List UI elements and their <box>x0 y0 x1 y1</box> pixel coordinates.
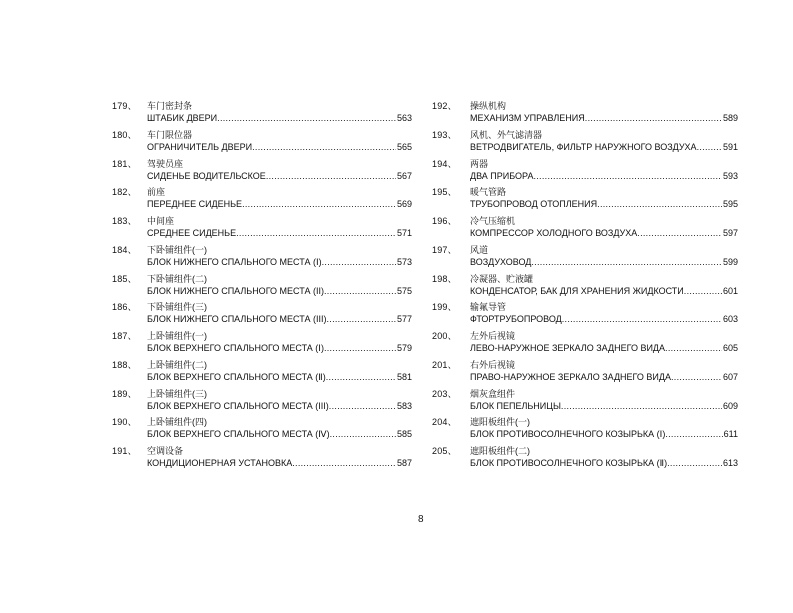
entry-russian-title: БЛОК ПРОТИВОСОЛНЕЧНОГО КОЗЫРЬКА (Ⅰ) <box>470 429 666 440</box>
entry-russian-title: ШТАБИК ДВЕРИ <box>147 113 218 123</box>
entry-chinese-title: 前座 <box>147 187 166 198</box>
toc-column-left <box>112 100 412 474</box>
entry-number: 186、 <box>112 302 137 313</box>
entry-russian-title: ДВА ПРИБОРА <box>470 170 534 181</box>
entry-russian-title: КОМПРЕССОР ХОЛОДНОГО ВОЗДУХА <box>470 228 638 238</box>
leader-dots <box>697 141 722 154</box>
toc-entry[interactable] <box>112 301 412 330</box>
entry-page: 599 <box>722 256 738 267</box>
entry-russian-title: ОГРАНИЧИТЕЛЬ ДВЕРИ <box>147 141 253 152</box>
entry-number: 189、 <box>112 388 137 399</box>
entry-number: 180、 <box>112 129 137 140</box>
toc-entry[interactable] <box>432 129 738 158</box>
entry-number: 197、 <box>432 244 457 255</box>
entry-page: 603 <box>722 314 738 325</box>
toc-entry[interactable] <box>112 330 412 359</box>
entry-page: 573 <box>396 256 412 267</box>
toc-entry[interactable] <box>432 388 738 417</box>
leader-dots <box>665 428 722 441</box>
entry-chinese-title: 冷气压缩机 <box>470 216 516 226</box>
toc-entry[interactable] <box>112 129 412 158</box>
toc-entry[interactable] <box>432 215 738 244</box>
entry-chinese-title: 风机、外气滤清器 <box>470 129 543 140</box>
entry-page: 587 <box>396 458 412 468</box>
entry-chinese-title: 右外后视镜 <box>470 359 516 370</box>
leader-dots <box>322 256 396 269</box>
leader-dots <box>561 400 722 413</box>
entry-russian-title: БЛОК ВЕРХНЕГО СПАЛЬНОГО МЕСТА (III) <box>147 400 329 411</box>
toc-entry[interactable] <box>432 273 738 302</box>
entry-chinese-title: 左外后视镜 <box>470 331 516 341</box>
entry-russian-title: МЕХАНИЗМ УПРАВЛЕНИЯ <box>470 113 585 123</box>
entry-page: 571 <box>396 228 412 238</box>
entry-chinese-title: 风道 <box>470 244 489 255</box>
toc-entry[interactable] <box>432 416 738 445</box>
toc-entry[interactable] <box>112 388 412 417</box>
leader-dots <box>585 112 722 125</box>
entry-page: 563 <box>396 113 412 123</box>
entry-russian-title: ФТОРТРУБОПРОВОД <box>470 314 562 325</box>
leader-dots <box>562 313 722 326</box>
toc-entry[interactable] <box>432 359 738 388</box>
entry-russian-title: БЛОК ВЕРХНЕГО СПАЛЬНОГО МЕСТА (Ⅱ) <box>147 371 326 382</box>
toc-entry[interactable] <box>432 445 738 474</box>
entry-number: 184、 <box>112 244 137 255</box>
entry-chinese-title: 车门密封条 <box>147 101 193 111</box>
entry-number: 182、 <box>112 187 137 198</box>
entry-number: 205、 <box>432 446 457 456</box>
toc-entry[interactable] <box>112 158 412 187</box>
entry-chinese-title: 烟灰盒组件 <box>470 388 516 399</box>
entry-page: 593 <box>722 170 738 181</box>
leader-dots <box>671 371 722 384</box>
entry-number: 185、 <box>112 273 137 284</box>
entry-russian-title: ВОЗДУХОВОД <box>470 256 532 267</box>
entry-page: 607 <box>722 371 738 382</box>
entry-page: 581 <box>396 371 412 382</box>
entry-russian-title: ВЕТРОДВИГАТЕЛЬ, ФИЛЬТР НАРУЖНОГО ВОЗДУХА <box>470 141 697 152</box>
entry-page: 613 <box>722 458 738 468</box>
entry-number: 194、 <box>432 158 457 169</box>
entry-number: 192、 <box>432 101 457 111</box>
entry-page: 575 <box>396 285 412 296</box>
leader-dots <box>292 457 396 470</box>
leader-dots <box>329 400 396 413</box>
leader-dots <box>326 313 396 326</box>
leader-dots <box>326 371 396 384</box>
leader-dots <box>324 342 396 355</box>
entry-page: 579 <box>396 343 412 353</box>
leader-dots <box>684 285 722 298</box>
entry-chinese-title: 下卧铺组件(二) <box>147 273 207 284</box>
toc-entry[interactable] <box>112 215 412 244</box>
entry-number: 183、 <box>112 216 137 226</box>
toc-entry[interactable] <box>432 158 738 187</box>
entry-chinese-title: 中间座 <box>147 216 175 226</box>
entry-number: 188、 <box>112 359 137 370</box>
leader-dots <box>242 198 396 211</box>
entry-number: 201、 <box>432 359 457 370</box>
toc-entry[interactable] <box>432 330 738 359</box>
entry-number: 190、 <box>112 417 137 428</box>
entry-russian-title: ТРУБОПРОВОД ОТОПЛЕНИЯ <box>470 199 598 210</box>
entry-russian-title: БЛОК ВЕРХНЕГО СПАЛЬНОГО МЕСТА (Ⅰ) <box>147 343 324 353</box>
entry-chinese-title: 冷凝器、贮液罐 <box>470 273 534 284</box>
entry-page: 569 <box>396 199 412 210</box>
leader-dots <box>665 342 722 355</box>
toc-entry[interactable] <box>112 273 412 302</box>
entry-number: 196、 <box>432 216 457 226</box>
entry-chinese-title: 下卧铺组件(三) <box>147 302 207 313</box>
entry-russian-title: КОНДИЦИОНЕРНАЯ УСТАНОВКА <box>147 458 293 468</box>
entry-russian-title: БЛОК НИЖНЕГО СПАЛЬНОГО МЕСТА (Ⅰ) <box>147 256 322 267</box>
leader-dots <box>531 256 722 269</box>
toc-entry[interactable] <box>112 100 412 129</box>
entry-chinese-title: 下卧铺组件(一) <box>147 244 207 255</box>
entry-page: 589 <box>722 113 738 123</box>
leader-dots <box>324 285 396 298</box>
entry-number: 200、 <box>432 331 457 341</box>
entry-russian-title: БЛОК НИЖНЕГО СПАЛЬНОГО МЕСТА (II) <box>147 285 324 296</box>
entry-page: 609 <box>722 400 738 411</box>
leader-dots <box>236 227 396 240</box>
leader-dots <box>533 170 722 183</box>
leader-dots <box>252 141 396 154</box>
entry-chinese-title: 车门限位器 <box>147 129 193 140</box>
entry-chinese-title: 输氟导管 <box>470 302 507 313</box>
entry-chinese-title: 两器 <box>470 158 489 169</box>
entry-number: 181、 <box>112 158 137 169</box>
leader-dots <box>330 428 396 441</box>
entry-russian-title: БЛОК НИЖНЕГО СПАЛЬНОГО МЕСТА (III) <box>147 314 327 325</box>
entry-number: 179、 <box>112 101 137 111</box>
entry-russian-title: КОНДЕНСАТОР, БАК ДЛЯ ХРАНЕНИЯ ЖИДКОСТИ <box>470 285 684 296</box>
toc-entry[interactable] <box>432 301 738 330</box>
entry-page: 601 <box>722 285 738 296</box>
entry-chinese-title: 上卧铺组件(一) <box>147 331 207 341</box>
entry-number: 198、 <box>432 273 457 284</box>
entry-page: 565 <box>396 141 412 152</box>
leader-dots <box>597 198 722 211</box>
entry-russian-title: ПРАВО-НАРУЖНОЕ ЗЕРКАЛО ЗАДНЕГО ВИДА <box>470 371 671 382</box>
entry-page: 591 <box>722 141 738 152</box>
entry-number: 187、 <box>112 331 137 341</box>
entry-number: 195、 <box>432 187 457 198</box>
entry-chinese-title: 暖气管路 <box>470 187 507 198</box>
toc-entry[interactable] <box>432 186 738 215</box>
toc-entry[interactable] <box>112 445 412 474</box>
toc-entry[interactable] <box>112 186 412 215</box>
toc-entry[interactable] <box>112 244 412 273</box>
entry-page: 597 <box>722 228 738 238</box>
entry-page: 567 <box>396 170 412 181</box>
entry-number: 203、 <box>432 388 457 399</box>
entry-number: 204、 <box>432 417 457 428</box>
entry-chinese-title: 遮阳板组件(二) <box>470 446 530 456</box>
leader-dots <box>667 457 722 470</box>
entry-russian-title: СРЕДНЕЕ СИДЕНЬЕ <box>147 228 237 238</box>
entry-number: 199、 <box>432 302 457 313</box>
entry-page: 605 <box>722 343 738 353</box>
entry-page: 585 <box>396 429 412 440</box>
entry-page: 577 <box>396 314 412 325</box>
leader-dots <box>637 227 722 240</box>
entry-russian-title: СИДЕНЬЕ ВОДИТЕЛЬСКОЕ <box>147 170 266 181</box>
entry-russian-title: БЛОК ПРОТИВОСОЛНЕЧНОГО КОЗЫРЬКА (Ⅱ) <box>470 458 668 468</box>
entry-chinese-title: 驾驶员座 <box>147 158 184 169</box>
leader-dots <box>217 112 396 125</box>
toc-column-right <box>432 100 738 474</box>
entry-page: 611 <box>723 429 738 440</box>
entry-chinese-title: 上卧铺组件(三) <box>147 388 207 399</box>
entry-chinese-title: 上卧铺组件(四) <box>147 417 207 428</box>
page-number: 8 <box>418 514 424 525</box>
entry-russian-title: ЛЕВО-НАРУЖНОЕ ЗЕРКАЛО ЗАДНЕГО ВИДА <box>470 343 666 353</box>
entry-number: 193、 <box>432 129 457 140</box>
entry-page: 595 <box>722 199 738 210</box>
toc-entry[interactable] <box>112 416 412 445</box>
entry-page: 583 <box>396 400 412 411</box>
entry-chinese-title: 空调设备 <box>147 446 184 456</box>
entry-russian-title: БЛОК ПЕПЕЛЬНИЦЫ <box>470 400 561 411</box>
toc-entry[interactable] <box>432 244 738 273</box>
entry-chinese-title: 遮阳板组件(一) <box>470 417 530 428</box>
entry-number: 191、 <box>112 446 137 456</box>
toc-entry[interactable] <box>432 100 738 129</box>
leader-dots <box>266 170 396 183</box>
entry-russian-title: БЛОК ВЕРХНЕГО СПАЛЬНОГО МЕСТА (Ⅳ) <box>147 429 330 440</box>
entry-chinese-title: 上卧铺组件(二) <box>147 359 207 370</box>
entry-chinese-title: 操纵机构 <box>470 101 507 111</box>
toc-entry[interactable] <box>112 359 412 388</box>
entry-russian-title: ПЕРЕДНЕЕ СИДЕНЬЕ <box>147 199 243 210</box>
